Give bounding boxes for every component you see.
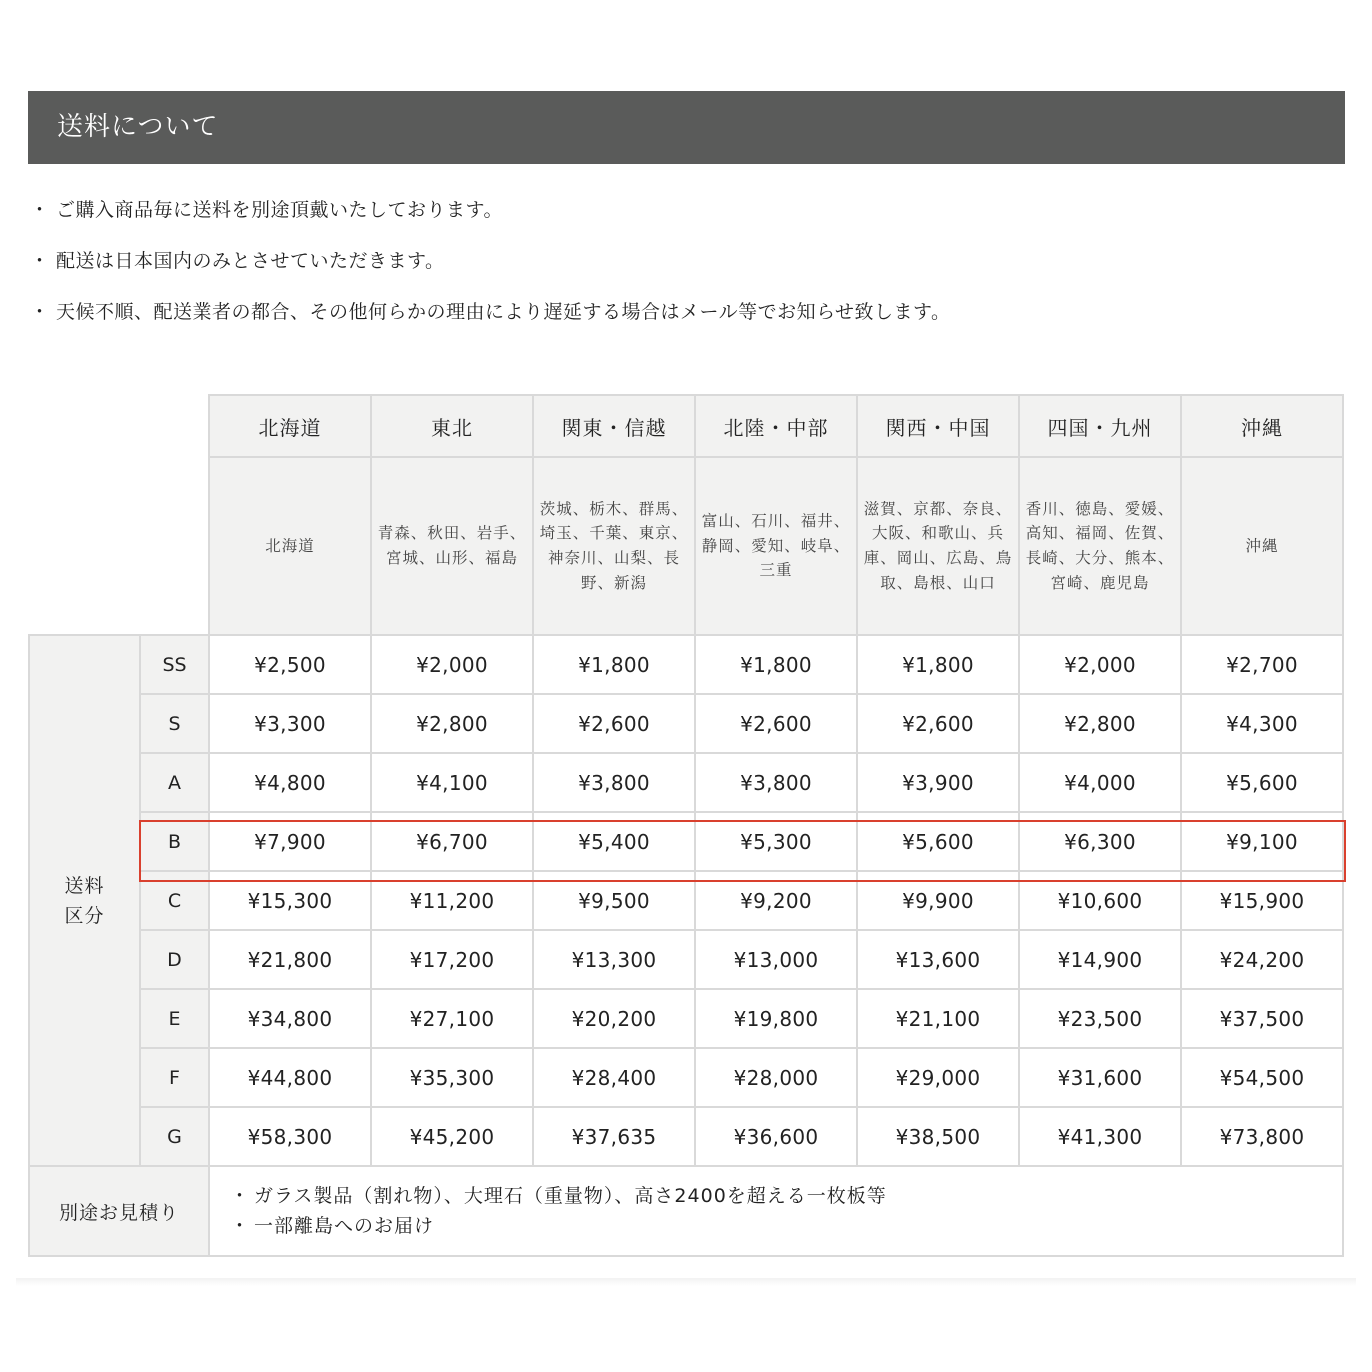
- price-cell: ¥13,300: [533, 930, 695, 989]
- size-class-label: B: [140, 812, 209, 871]
- price-cell: ¥13,600: [857, 930, 1019, 989]
- price-cell: ¥2,600: [533, 694, 695, 753]
- table-row: [29, 930, 1343, 989]
- price-cell: ¥6,300: [1019, 812, 1181, 871]
- price-cell: ¥24,200: [1181, 930, 1343, 989]
- estimate-items: [209, 1166, 1343, 1256]
- category-label-line: 送料: [64, 874, 105, 897]
- price-cell: ¥58,300: [209, 1107, 371, 1166]
- size-class-label: G: [140, 1107, 209, 1166]
- price-cell: ¥3,800: [695, 753, 857, 812]
- size-class-label: A: [140, 753, 209, 812]
- price-cell: ¥14,900: [1019, 930, 1181, 989]
- price-cell: ¥41,300: [1019, 1107, 1181, 1166]
- price-cell: ¥1,800: [857, 635, 1019, 694]
- table-row: [29, 989, 1343, 1048]
- price-cell: ¥2,600: [695, 694, 857, 753]
- region-prefectures: 沖縄: [1181, 457, 1343, 635]
- price-cell: ¥6,700: [371, 812, 533, 871]
- price-cell: ¥36,600: [695, 1107, 857, 1166]
- price-cell: ¥3,900: [857, 753, 1019, 812]
- price-cell: ¥4,000: [1019, 753, 1181, 812]
- price-cell: ¥2,000: [371, 635, 533, 694]
- price-cell: ¥23,500: [1019, 989, 1181, 1048]
- region-prefectures: 青森、秋田、岩手、宮城、山形、福島: [371, 457, 533, 635]
- price-cell: ¥20,200: [533, 989, 695, 1048]
- note-text: 配送は日本国内のみとさせていただきます。: [56, 250, 445, 272]
- price-cell: ¥27,100: [371, 989, 533, 1048]
- note-item: [30, 300, 951, 324]
- price-cell: ¥3,300: [209, 694, 371, 753]
- bullet: ・: [30, 301, 50, 323]
- region-header: 東北: [371, 395, 533, 457]
- bullet: ・: [30, 250, 50, 272]
- price-cell: ¥37,635: [533, 1107, 695, 1166]
- region-header: 関西・中国: [857, 395, 1019, 457]
- price-cell: ¥21,800: [209, 930, 371, 989]
- price-cell: ¥73,800: [1181, 1107, 1343, 1166]
- region-prefectures: 滋賀、京都、奈良、大阪、和歌山、兵庫、岡山、広島、鳥取、島根、山口: [857, 457, 1019, 635]
- region-header: 関東・信越: [533, 395, 695, 457]
- price-cell: ¥9,200: [695, 871, 857, 930]
- size-class-label: SS: [140, 635, 209, 694]
- note-item: [30, 249, 951, 273]
- price-cell: ¥2,600: [857, 694, 1019, 753]
- price-cell: ¥4,100: [371, 753, 533, 812]
- estimate-row: [29, 1166, 1343, 1256]
- price-cell: ¥5,600: [857, 812, 1019, 871]
- estimate-item: [230, 1181, 1342, 1211]
- price-cell: ¥1,800: [533, 635, 695, 694]
- price-cell: ¥13,000: [695, 930, 857, 989]
- region-prefectures: 香川、徳島、愛媛、高知、福岡、佐賀、長崎、大分、熊本、宮崎、鹿児島: [1019, 457, 1181, 635]
- page-bottom-shadow: [16, 1278, 1356, 1286]
- prefecture-row: [29, 457, 1343, 635]
- price-cell: ¥9,900: [857, 871, 1019, 930]
- size-class-label: C: [140, 871, 209, 930]
- price-cell: ¥9,100: [1181, 812, 1343, 871]
- table-corner: [29, 395, 209, 635]
- estimate-label: 別途お見積り: [29, 1166, 209, 1256]
- price-cell: ¥4,300: [1181, 694, 1343, 753]
- size-class-label: F: [140, 1048, 209, 1107]
- table-row: [29, 635, 1343, 694]
- price-cell: ¥5,600: [1181, 753, 1343, 812]
- price-cell: ¥11,200: [371, 871, 533, 930]
- table-row: [29, 871, 1343, 930]
- price-cell: ¥21,100: [857, 989, 1019, 1048]
- price-cell: ¥15,900: [1181, 871, 1343, 930]
- shipping-fee-table: [28, 394, 1344, 1257]
- price-cell: ¥7,900: [209, 812, 371, 871]
- price-cell: ¥19,800: [695, 989, 857, 1048]
- estimate-item-text: ガラス製品（割れ物）、大理石（重量物）、高さ2400を超える一枚板等: [254, 1185, 887, 1207]
- price-cell: ¥2,800: [371, 694, 533, 753]
- note-item: [30, 198, 951, 222]
- price-cell: ¥2,700: [1181, 635, 1343, 694]
- price-cell: ¥17,200: [371, 930, 533, 989]
- category-label: [29, 635, 140, 1166]
- price-cell: ¥54,500: [1181, 1048, 1343, 1107]
- estimate-item: [230, 1211, 1342, 1241]
- price-cell: ¥29,000: [857, 1048, 1019, 1107]
- region-header: 四国・九州: [1019, 395, 1181, 457]
- price-cell: ¥28,400: [533, 1048, 695, 1107]
- price-cell: ¥31,600: [1019, 1048, 1181, 1107]
- price-cell: ¥10,600: [1019, 871, 1181, 930]
- note-text: 天候不順、配送業者の都合、その他何らかの理由により遅延する場合はメール等でお知らせ致します。: [56, 301, 951, 323]
- price-cell: ¥37,500: [1181, 989, 1343, 1048]
- price-cell: ¥3,800: [533, 753, 695, 812]
- table-row: [29, 694, 1343, 753]
- price-cell: ¥28,000: [695, 1048, 857, 1107]
- price-cell: ¥45,200: [371, 1107, 533, 1166]
- price-cell: ¥44,800: [209, 1048, 371, 1107]
- region-prefectures: 富山、石川、福井、静岡、愛知、岐阜、三重: [695, 457, 857, 635]
- price-cell: ¥2,500: [209, 635, 371, 694]
- price-cell: ¥35,300: [371, 1048, 533, 1107]
- bullet: ・: [230, 1185, 251, 1207]
- price-cell: ¥9,500: [533, 871, 695, 930]
- size-class-label: D: [140, 930, 209, 989]
- region-header: 北海道: [209, 395, 371, 457]
- region-header: 北陸・中部: [695, 395, 857, 457]
- shipping-notes: [30, 198, 951, 351]
- size-class-label: E: [140, 989, 209, 1048]
- table-row: [29, 753, 1343, 812]
- bullet: ・: [30, 199, 50, 221]
- region-name-row: [29, 395, 1343, 457]
- region-header: 沖縄: [1181, 395, 1343, 457]
- price-cell: ¥5,400: [533, 812, 695, 871]
- estimate-item-text: 一部離島へのお届け: [254, 1215, 435, 1237]
- note-text: ご購入商品毎に送料を別途頂戴いたしております。: [56, 199, 503, 221]
- table-row: [29, 812, 1343, 871]
- size-class-label: S: [140, 694, 209, 753]
- price-cell: ¥2,800: [1019, 694, 1181, 753]
- table-row: [29, 1048, 1343, 1107]
- price-cell: ¥1,800: [695, 635, 857, 694]
- section-heading: 送料について: [28, 91, 1345, 164]
- region-prefectures: 茨城、栃木、群馬、埼玉、千葉、東京、神奈川、山梨、長野、新潟: [533, 457, 695, 635]
- bullet: ・: [230, 1215, 251, 1237]
- price-cell: ¥34,800: [209, 989, 371, 1048]
- category-label-line: 区分: [64, 904, 105, 927]
- region-prefectures: 北海道: [209, 457, 371, 635]
- price-cell: ¥38,500: [857, 1107, 1019, 1166]
- price-cell: ¥15,300: [209, 871, 371, 930]
- price-cell: ¥4,800: [209, 753, 371, 812]
- price-cell: ¥2,000: [1019, 635, 1181, 694]
- price-cell: ¥5,300: [695, 812, 857, 871]
- table-row: [29, 1107, 1343, 1166]
